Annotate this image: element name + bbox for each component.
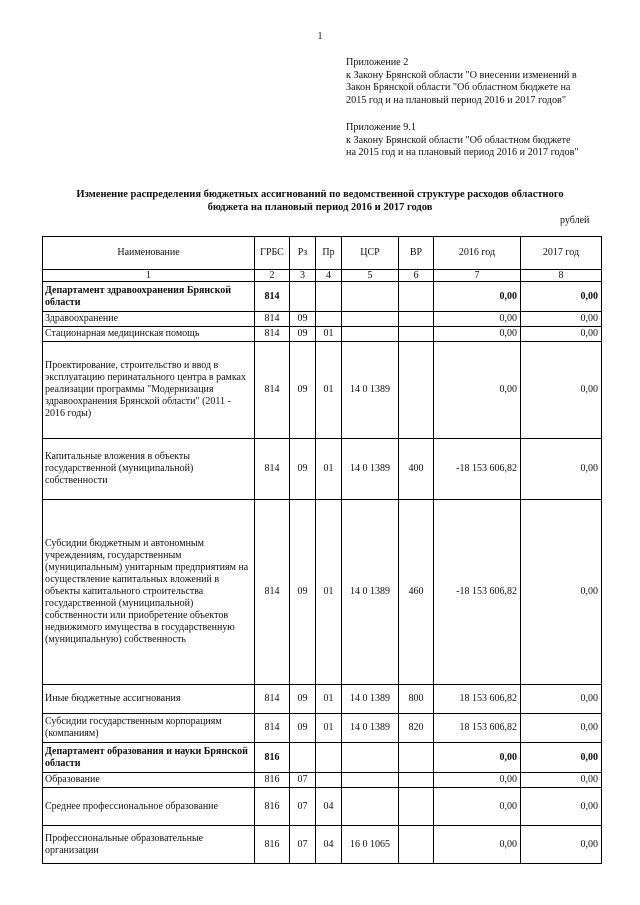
- cell-grbs: 814: [255, 282, 290, 312]
- cell-pr: [316, 282, 342, 312]
- index-cell: 5: [342, 270, 399, 282]
- cell-csr: 14 0 1389: [342, 342, 399, 439]
- table-row: [43, 312, 602, 327]
- cell-grbs: 814: [255, 500, 290, 685]
- cell-grbs: 816: [255, 826, 290, 864]
- table-header-row: [43, 237, 602, 270]
- header-2016: 2016 год: [434, 237, 521, 270]
- cell-rz: 09: [290, 327, 316, 342]
- index-cell: 6: [399, 270, 434, 282]
- cell-y2017: 0,00: [521, 342, 602, 439]
- cell-vr: [399, 743, 434, 773]
- cell-y2016: 0,00: [434, 788, 521, 826]
- appendix-2-line-1: Приложение 2: [346, 57, 409, 68]
- cell-vr: [399, 773, 434, 788]
- index-cell: 8: [521, 270, 602, 282]
- appendix-2-line-4: 2015 год и на плановый период 2016 и 2017 годов": [346, 94, 567, 106]
- cell-vr: [399, 342, 434, 439]
- cell-y2016: 0,00: [434, 327, 521, 342]
- cell-grbs: 816: [255, 788, 290, 826]
- cell-y2017: 0,00: [521, 743, 602, 773]
- cell-rz: 07: [290, 773, 316, 788]
- column-index-row: [43, 270, 602, 282]
- table-row: [43, 439, 602, 500]
- cell-csr: [342, 312, 399, 327]
- table-row: [43, 282, 602, 312]
- cell-name: Здравоохранение: [43, 312, 255, 327]
- cell-y2016: -18 153 606,82: [434, 500, 521, 685]
- table-row: [43, 788, 602, 826]
- cell-name: Иные бюджетные ассигнования: [43, 685, 255, 714]
- cell-y2017: 0,00: [521, 282, 602, 312]
- table-row: [43, 500, 602, 685]
- cell-rz: 09: [290, 714, 316, 743]
- title-line-1: Изменение распределения бюджетных ассигнований по ведомственной структуре расходов областного: [76, 189, 564, 200]
- cell-name: Субсидии государственным корпорациям (компаниям): [43, 714, 255, 743]
- cell-y2016: 0,00: [434, 282, 521, 312]
- cell-name: Департамент образования и науки Брянской области: [43, 743, 255, 773]
- cell-grbs: 814: [255, 439, 290, 500]
- cell-vr: 820: [399, 714, 434, 743]
- appendix-9-1-block: [346, 122, 616, 160]
- cell-rz: [290, 743, 316, 773]
- cell-name: Профессиональные образовательные организации: [43, 826, 255, 864]
- cell-y2016: 0,00: [434, 826, 521, 864]
- cell-vr: [399, 282, 434, 312]
- cell-y2017: 0,00: [521, 327, 602, 342]
- cell-csr: [342, 743, 399, 773]
- cell-pr: 04: [316, 826, 342, 864]
- document-title: [55, 188, 585, 214]
- cell-pr: [316, 312, 342, 327]
- header-grbs: ГРБС: [255, 237, 290, 270]
- cell-y2017: 0,00: [521, 826, 602, 864]
- cell-grbs: 814: [255, 685, 290, 714]
- index-cell: 7: [434, 270, 521, 282]
- index-cell: 1: [43, 270, 255, 282]
- cell-name: Образование: [43, 773, 255, 788]
- index-cell: 2: [255, 270, 290, 282]
- cell-grbs: 816: [255, 743, 290, 773]
- cell-y2016: -18 153 606,82: [434, 439, 521, 500]
- header-vr: ВР: [399, 237, 434, 270]
- cell-rz: 09: [290, 342, 316, 439]
- cell-rz: 09: [290, 439, 316, 500]
- cell-rz: 07: [290, 826, 316, 864]
- header-2017: 2017 год: [521, 237, 602, 270]
- cell-pr: 01: [316, 327, 342, 342]
- cell-y2017: 0,00: [521, 312, 602, 327]
- table-row: [43, 773, 602, 788]
- table-row: [43, 714, 602, 743]
- cell-pr: 01: [316, 439, 342, 500]
- cell-grbs: 814: [255, 327, 290, 342]
- page-number: 1: [317, 31, 323, 42]
- cell-rz: [290, 282, 316, 312]
- budget-table: [42, 236, 602, 864]
- cell-y2016: 18 153 606,82: [434, 685, 521, 714]
- cell-grbs: 814: [255, 312, 290, 327]
- cell-pr: 01: [316, 342, 342, 439]
- table-row: [43, 342, 602, 439]
- cell-csr: 14 0 1389: [342, 500, 399, 685]
- cell-y2017: 0,00: [521, 773, 602, 788]
- appendix-2-line-2: к Закону Брянской области "О внесении изменений в: [346, 69, 577, 81]
- cell-vr: [399, 327, 434, 342]
- cell-rz: 09: [290, 312, 316, 327]
- header-name: Наименование: [43, 237, 255, 270]
- cell-y2017: 0,00: [521, 788, 602, 826]
- cell-vr: [399, 312, 434, 327]
- cell-pr: 01: [316, 685, 342, 714]
- cell-csr: [342, 282, 399, 312]
- cell-pr: [316, 743, 342, 773]
- cell-y2017: 0,00: [521, 500, 602, 685]
- cell-vr: [399, 826, 434, 864]
- appendix-9-1-line-1: Приложение 9.1: [346, 122, 416, 133]
- currency-unit: рублей: [560, 215, 590, 226]
- cell-name: Проектирование, строительство и ввод в эксплуатацию перинатального центра в рамках реализации программы "Модернизация здравоохранения Брянской области" (2011 - 2016 годы): [43, 342, 255, 439]
- cell-y2016: 0,00: [434, 773, 521, 788]
- cell-grbs: 814: [255, 714, 290, 743]
- cell-rz: 09: [290, 685, 316, 714]
- cell-vr: 460: [399, 500, 434, 685]
- cell-name: Капитальные вложения в объекты государственной (муниципальной) собственности: [43, 439, 255, 500]
- cell-y2017: 0,00: [521, 439, 602, 500]
- appendix-2-block: [346, 57, 616, 107]
- appendix-2-line-3: Закон Брянской области "Об областном бюджете на: [346, 82, 571, 93]
- cell-y2016: 0,00: [434, 342, 521, 439]
- cell-y2017: 0,00: [521, 714, 602, 743]
- cell-rz: 09: [290, 500, 316, 685]
- cell-csr: [342, 773, 399, 788]
- cell-csr: [342, 327, 399, 342]
- cell-pr: 01: [316, 500, 342, 685]
- header-csr: ЦСР: [342, 237, 399, 270]
- cell-vr: [399, 788, 434, 826]
- cell-y2016: 0,00: [434, 743, 521, 773]
- index-cell: 3: [290, 270, 316, 282]
- cell-csr: [342, 788, 399, 826]
- cell-grbs: 816: [255, 773, 290, 788]
- cell-y2016: 18 153 606,82: [434, 714, 521, 743]
- cell-pr: 04: [316, 788, 342, 826]
- cell-name: Стационарная медицинская помощь: [43, 327, 255, 342]
- cell-rz: 07: [290, 788, 316, 826]
- cell-name: Субсидии бюджетным и автономным учреждениям, государственным (муниципальным) унитарным предприятиям на осуществление капитальных вложений в объекты капитального строительства государственной (муниципальной) собственности или приобретение объектов недвижимого имущества в государственную (муниципальную) собственность: [43, 500, 255, 685]
- header-pr: Пр: [316, 237, 342, 270]
- cell-vr: 400: [399, 439, 434, 500]
- cell-y2017: 0,00: [521, 685, 602, 714]
- table-row: [43, 743, 602, 773]
- cell-vr: 800: [399, 685, 434, 714]
- cell-pr: 01: [316, 714, 342, 743]
- table-row: [43, 327, 602, 342]
- cell-name: Департамент здравоохранения Брянской области: [43, 282, 255, 312]
- title-line-2: бюджета на плановый период 2016 и 2017 годов: [207, 202, 433, 213]
- appendix-9-1-line-2: к Закону Брянской области "Об областном бюджете: [346, 134, 571, 146]
- cell-name: Среднее профессиональное образование: [43, 788, 255, 826]
- cell-pr: [316, 773, 342, 788]
- cell-grbs: 814: [255, 342, 290, 439]
- cell-csr: 14 0 1389: [342, 439, 399, 500]
- appendix-9-1-line-3: на 2015 год и на плановый период 2016 и 2017 годов": [346, 147, 579, 158]
- table-row: [43, 685, 602, 714]
- cell-y2016: 0,00: [434, 312, 521, 327]
- table-row: [43, 826, 602, 864]
- cell-csr: 16 0 1065: [342, 826, 399, 864]
- cell-csr: 14 0 1389: [342, 685, 399, 714]
- header-rz: Рз: [290, 237, 316, 270]
- cell-csr: 14 0 1389: [342, 714, 399, 743]
- index-cell: 4: [316, 270, 342, 282]
